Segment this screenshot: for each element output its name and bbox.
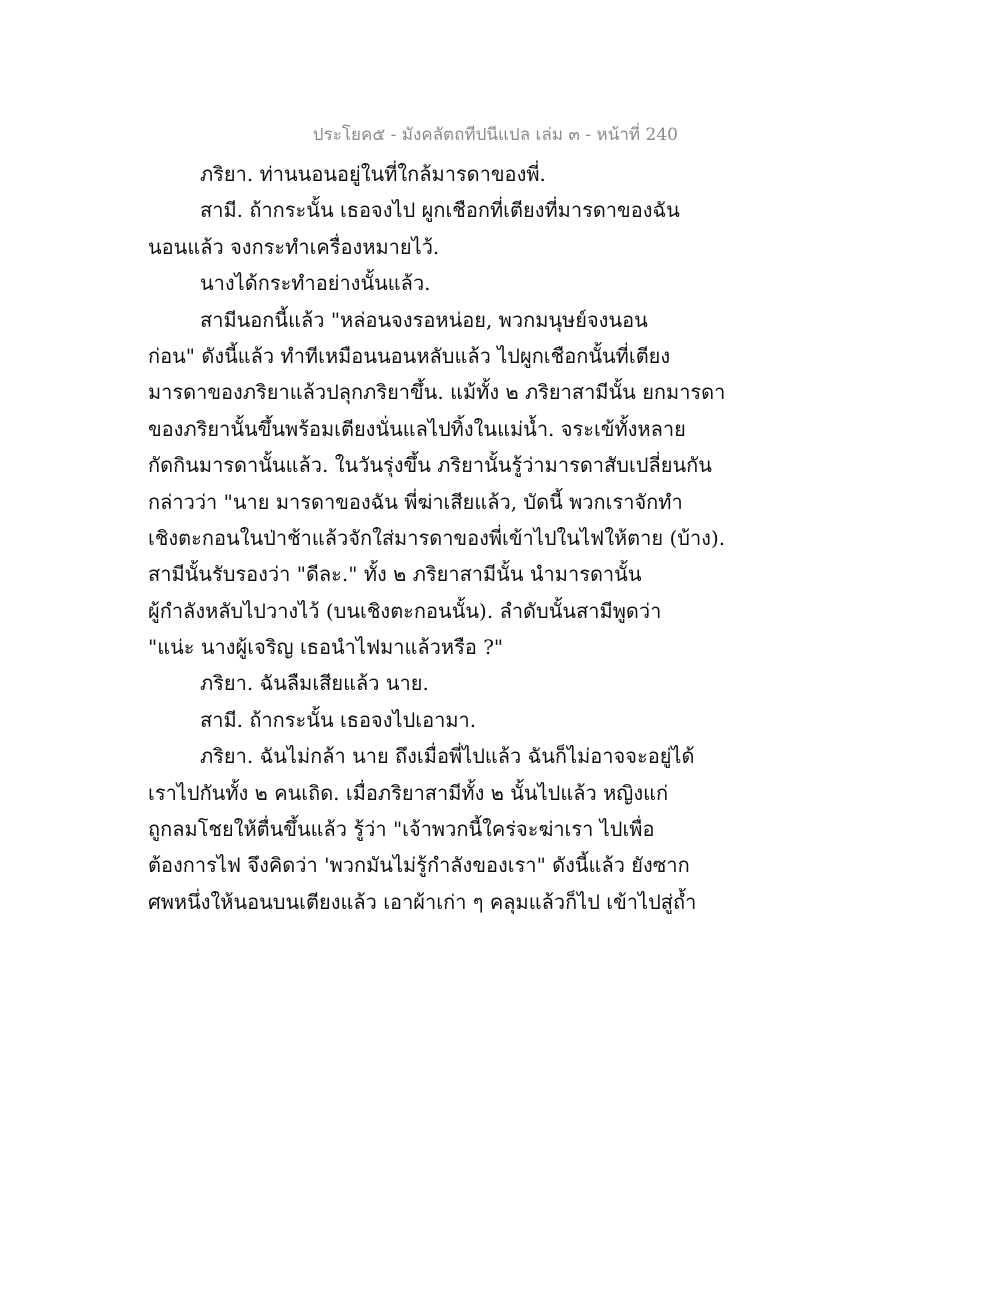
text-line: นอนแล้ว จงกระทำเครื่องหมายไว้. xyxy=(148,234,440,259)
text-line: สามีนั้นรับรองว่า "ดีละ." ทั้ง ๒ ภริยาสามีนั้น นำมารดานั้น xyxy=(148,562,642,587)
text-line: เชิงตะกอนในป่าช้าแล้วจักใส่มารดาของพี่เข้าไปในไฟให้ตาย (บ้าง). xyxy=(148,525,726,550)
text-line: กล่าวว่า "นาย มารดาของฉัน พี่ฆ่าเสียแล้ว, บัดนี้ พวกเราจักทำ xyxy=(148,489,683,514)
running-header: ประโยค๕ - มังคลัตถทีปนีแปล เล่ม ๓ - หน้าที่ 240 xyxy=(312,125,678,145)
text-line: นางได้กระทำอย่างนั้นแล้ว. xyxy=(200,271,431,296)
text-line: สามี. ถ้ากระนั้น เธอจงไป ผูกเชือกที่เตียงที่มารดาของฉัน xyxy=(200,198,680,223)
text-line: สามี. ถ้ากระนั้น เธอจงไปเอามา. xyxy=(200,707,477,732)
text-line: ก่อน" ดังนี้แล้ว ทำทีเหมือนนอนหลับแล้ว ไปผูกเชือกนั้นที่เตียง xyxy=(148,343,671,368)
text-line: สามีนอกนี้แล้ว "หล่อนจงรอหน่อย, พวกมนุษย์จงนอน xyxy=(200,307,648,332)
text-line: เราไปกันทั้ง ๒ คนเถิด. เมื่อภริยาสามีทั้ง ๒ นั้นไปแล้ว หญิงแก่ xyxy=(148,780,669,805)
text-line: ภริยา. ฉันลืมเสียแล้ว นาย. xyxy=(200,671,429,696)
text-line: ของภริยานั้นขึ้นพร้อมเตียงนั่นแลไปทิ้งในแม่น้ำ. จระเข้ทั้งหลาย xyxy=(148,416,686,441)
text-line: กัดกินมารดานั้นแล้ว. ในวันรุ่งขึ้น ภริยานั้นรู้ว่ามารดาสับเปลี่ยนกัน xyxy=(148,453,712,478)
text-line: ภริยา. ท่านนอนอยู่ในที่ใกล้มารดาของพี่. xyxy=(200,162,546,186)
text-line: ถูกลมโชยให้ตื่นขึ้นแล้ว รู้ว่า "เจ้าพวกนี้ใคร่จะฆ่าเรา ไปเพื่อ xyxy=(148,817,655,842)
body-text xyxy=(148,156,726,920)
text-line: ต้องการไฟ จึงคิดว่า 'พวกมันไม่รู้กำลังของเรา" ดังนี้แล้ว ยังซาก xyxy=(148,853,690,878)
text-line: "แน่ะ นางผู้เจริญ เธอนำไฟมาแล้วหรือ ?" xyxy=(148,635,504,660)
text-line: ภริยา. ฉันไม่กล้า นาย ถึงเมื่อพี่ไปแล้ว ฉันก็ไม่อาจจะอยู่ได้ xyxy=(200,744,695,769)
text-line: ผู้กำลังหลับไปวางไว้ (บนเชิงตะกอนนั้น). ลำดับนั้นสามีพูดว่า xyxy=(148,598,662,623)
text-line: ศพหนึ่งให้นอนบนเตียงแล้ว เอาผ้าเก่า ๆ คลุมแล้วก็ไป เข้าไปสู่ถ้ำ xyxy=(148,889,697,914)
text-line: มารดาของภริยาแล้วปลุกภริยาขึ้น. แม้ทั้ง ๒ ภริยาสามีนั้น ยกมารดา xyxy=(148,380,726,405)
